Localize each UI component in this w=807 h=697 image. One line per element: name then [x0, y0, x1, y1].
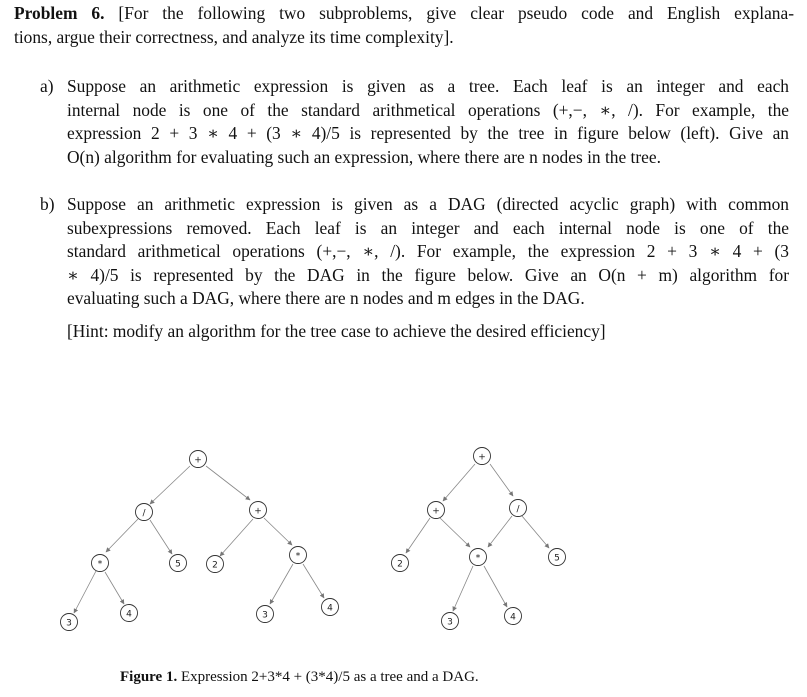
- dag-node: [442, 613, 459, 630]
- svg-text:+: +: [478, 452, 486, 463]
- tree-edge: [264, 518, 292, 545]
- dag-node: [510, 500, 527, 517]
- svg-text:5: 5: [175, 559, 181, 570]
- svg-text:+: +: [194, 455, 202, 466]
- tree-node: [92, 555, 109, 572]
- dag-edge: [406, 518, 430, 553]
- dag-edge: [488, 516, 512, 547]
- tree-edge: [206, 466, 250, 500]
- figure-caption-text: Expression 2+3*4 + (3*4)/5 as a tree and a DAG.: [180, 669, 479, 685]
- tree-node: [190, 451, 207, 468]
- dag-node: [505, 608, 522, 625]
- problem-intro-line-2: tions, argue their correctness, and analyze its time complexity].: [14, 26, 454, 47]
- tree-edges: [74, 466, 324, 613]
- svg-text:*: *: [475, 553, 481, 564]
- subproblem-b-line: ∗ 4)/5 is represented by the DAG in the figure below. Give an O(n + m) algorithm for: [67, 264, 789, 285]
- tree-node: [290, 547, 307, 564]
- subproblem-b-line: standard arithmetical operations (+,−, ∗, /). For example, the expression 2 + 3 ∗ 4 + (3: [67, 241, 789, 261]
- problem-title: Problem 6.: [14, 3, 105, 23]
- svg-text:/: /: [516, 504, 520, 515]
- dag-edge: [484, 566, 507, 607]
- dag-edge: [440, 518, 470, 547]
- figure-caption-label: Figure 1.: [120, 669, 178, 685]
- tree-node: [136, 504, 153, 521]
- svg-text:+: +: [254, 506, 262, 517]
- tree-edge: [220, 519, 253, 556]
- dag-edge: [443, 464, 475, 501]
- tree-node: [322, 599, 339, 616]
- tree-edge: [270, 564, 293, 604]
- svg-text:2: 2: [397, 559, 403, 570]
- hint-text: [Hint: modify an algorithm for the tree case to achieve the desired efficiency]: [67, 321, 606, 341]
- dag-node: [549, 549, 566, 566]
- dag-node: [470, 549, 487, 566]
- svg-text:*: *: [97, 559, 103, 570]
- tree-node: [121, 605, 138, 622]
- svg-text:3: 3: [262, 610, 268, 621]
- figure-caption: [120, 668, 479, 686]
- svg-text:4: 4: [327, 603, 333, 614]
- dag-edge: [453, 566, 473, 611]
- subproblem-a-line: Suppose an arithmetic expression is given as a tree. Each leaf is an integer and each: [67, 76, 789, 96]
- tree-node: [250, 502, 267, 519]
- problem-intro-line-1: Problem 6. [For the following two subproblems, give clear pseudo code and English explana-: [14, 3, 794, 23]
- tree-edge: [150, 466, 190, 504]
- dag-node: [474, 448, 491, 465]
- dag-node: [428, 502, 445, 519]
- svg-text:4: 4: [510, 612, 516, 623]
- subproblem-a-line: internal node is one of the standard arithmetical operations (+,−, ∗, /). For example, the: [67, 99, 789, 120]
- tree-edge: [106, 519, 138, 552]
- tree-node: [207, 556, 224, 573]
- svg-text:4: 4: [126, 609, 132, 620]
- dag-node: [392, 555, 409, 572]
- subproblem-b-label: b): [40, 194, 55, 214]
- svg-text:+: +: [432, 506, 440, 517]
- tree-node: [170, 555, 187, 572]
- tree-edge: [303, 564, 324, 598]
- subproblem-b-line: subexpressions removed. Each leaf is an integer and each internal node is one of the: [67, 217, 789, 238]
- svg-text:/: /: [142, 508, 146, 519]
- dag-edges: [406, 464, 549, 611]
- tree-edge: [150, 520, 172, 554]
- subproblem-b-line: Suppose an arithmetic expression is given as a DAG (directed acyclic graph) with common: [67, 194, 789, 214]
- subproblem-a-line: O(n) algorithm for evaluating such an expression, where there are n nodes in the tree.: [67, 146, 661, 167]
- subproblem-b-line: evaluating such a DAG, where there are n nodes and m edges in the DAG.: [67, 288, 585, 308]
- svg-text:3: 3: [447, 617, 453, 628]
- svg-text:5: 5: [554, 553, 560, 564]
- dag-edge: [490, 464, 513, 496]
- svg-text:2: 2: [212, 560, 218, 571]
- dag-edge: [522, 516, 549, 548]
- tree-edge: [74, 571, 96, 613]
- subproblem-a-line: expression 2 + 3 ∗ 4 + (3 ∗ 4)/5 is represented by the tree in figure below (left). Give an: [67, 123, 789, 143]
- svg-text:*: *: [295, 551, 301, 562]
- tree-node: [257, 606, 274, 623]
- tree-node: [61, 614, 78, 631]
- tree-edge: [105, 572, 124, 604]
- svg-text:3: 3: [66, 618, 72, 629]
- subproblem-a-label: a): [40, 76, 54, 96]
